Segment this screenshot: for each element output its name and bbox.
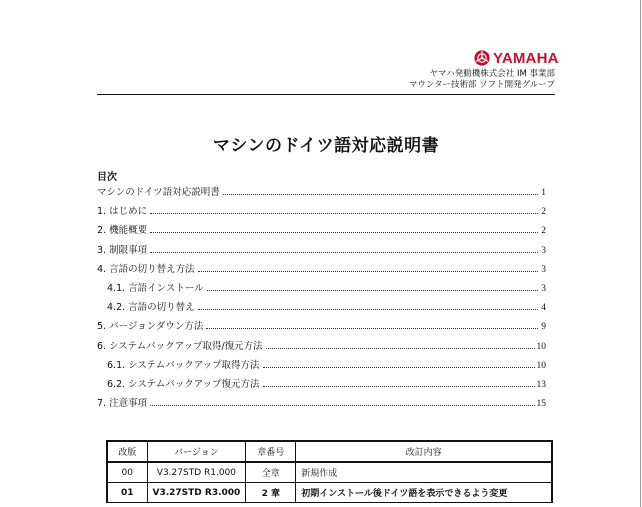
revision-header-row — [107, 441, 552, 462]
toc-leader-dots — [223, 194, 538, 195]
revision-number: 01 — [107, 483, 147, 503]
toc-leader-dots — [198, 309, 538, 310]
toc-leader-dots — [263, 386, 535, 387]
toc-page-number: 1 — [541, 188, 546, 198]
revision-history-table — [106, 440, 553, 503]
table-of-contents — [97, 184, 546, 414]
toc-entry-label: 4.1. 言語インストール — [107, 282, 204, 294]
company-info — [409, 69, 555, 91]
toc-entry[interactable] — [97, 280, 546, 299]
toc-leader-dots — [198, 271, 538, 272]
toc-entry[interactable] — [97, 261, 546, 280]
header-version: バージョン — [147, 441, 246, 462]
header-divider — [97, 94, 555, 95]
toc-entry-label: マシンのドイツ語対応説明書 — [97, 187, 220, 198]
revision-row — [107, 483, 552, 503]
toc-entry[interactable] — [97, 318, 546, 337]
toc-page-number: 10 — [536, 360, 546, 371]
toc-entry[interactable] — [97, 242, 546, 261]
toc-page-number: 4 — [541, 303, 546, 314]
toc-entry-label: 3. 制限事項 — [97, 244, 148, 256]
header-chapter: 章番号 — [246, 441, 296, 462]
toc-leader-dots — [266, 348, 535, 349]
toc-entry[interactable] — [97, 338, 546, 357]
toc-entry[interactable] — [97, 184, 546, 203]
revision-content: 新規作成 — [296, 462, 552, 483]
yamaha-logo — [474, 48, 559, 68]
toc-page-number: 15 — [536, 399, 546, 410]
department-line: マウンター技術部 ソフト開発グループ — [408, 80, 555, 90]
revision-chapter: 2 章 — [246, 483, 296, 503]
toc-entry-label: 7. 注意事項 — [97, 398, 148, 410]
toc-entry-label: 5. バージョンダウン方法 — [97, 321, 204, 333]
revision-version: V3.27STD R1.000 — [147, 462, 246, 483]
revision-row — [107, 462, 552, 483]
toc-entry-label: 4. 言語の切り替え方法 — [97, 263, 195, 275]
toc-entry[interactable] — [97, 299, 546, 318]
header-revision: 改版 — [107, 441, 147, 462]
toc-leader-dots — [150, 405, 534, 406]
toc-leader-dots — [207, 290, 538, 291]
toc-page-number: 3 — [541, 245, 546, 256]
toc-entry[interactable] — [97, 395, 546, 414]
toc-leader-dots — [150, 252, 538, 253]
toc-entry[interactable] — [97, 357, 546, 376]
revision-content: 初期インストール後ドイツ語を表示できるよう変更 — [296, 483, 552, 503]
revision-number: 00 — [107, 462, 147, 483]
toc-entry-label: 6.2. システムバックアップ復元方法 — [107, 378, 260, 390]
toc-page-number: 9 — [541, 322, 546, 333]
toc-leader-dots — [206, 328, 538, 329]
revision-chapter: 全章 — [246, 462, 296, 483]
toc-leader-dots — [263, 367, 535, 368]
toc-page-number: 2 — [541, 207, 546, 218]
toc-heading: 目次 — [97, 172, 117, 183]
header-content: 改訂内容 — [296, 441, 552, 462]
toc-page-number: 3 — [541, 283, 546, 294]
toc-page-number: 13 — [536, 379, 546, 390]
revision-version: V3.27STD R3.000 — [147, 483, 246, 503]
brand-name: YAMAHA — [493, 49, 559, 67]
toc-entry[interactable] — [97, 203, 546, 222]
toc-entry[interactable] — [97, 222, 546, 241]
toc-entry-label: 6. システムバックアップ取得/復元方法 — [97, 340, 263, 352]
document-title: マシンのドイツ語対応説明書 — [212, 136, 440, 156]
toc-leader-dots — [150, 213, 538, 214]
toc-leader-dots — [150, 232, 538, 233]
toc-page-number: 3 — [541, 264, 546, 275]
toc-page-number: 2 — [541, 226, 546, 237]
toc-entry-label: 4.2. 言語の切り替え — [107, 302, 195, 314]
toc-entry-label: 6.1. システムバックアップ取得方法 — [107, 359, 260, 371]
toc-entry-label: 2. 機能概要 — [97, 225, 148, 237]
company-line: ヤマハ発動機株式会社 IM 事業部 — [429, 69, 555, 79]
toc-entry[interactable] — [97, 376, 546, 395]
toc-page-number: 10 — [536, 341, 546, 352]
toc-entry-label: 1. はじめに — [97, 206, 148, 218]
yamaha-tuning-fork-icon — [474, 50, 490, 66]
